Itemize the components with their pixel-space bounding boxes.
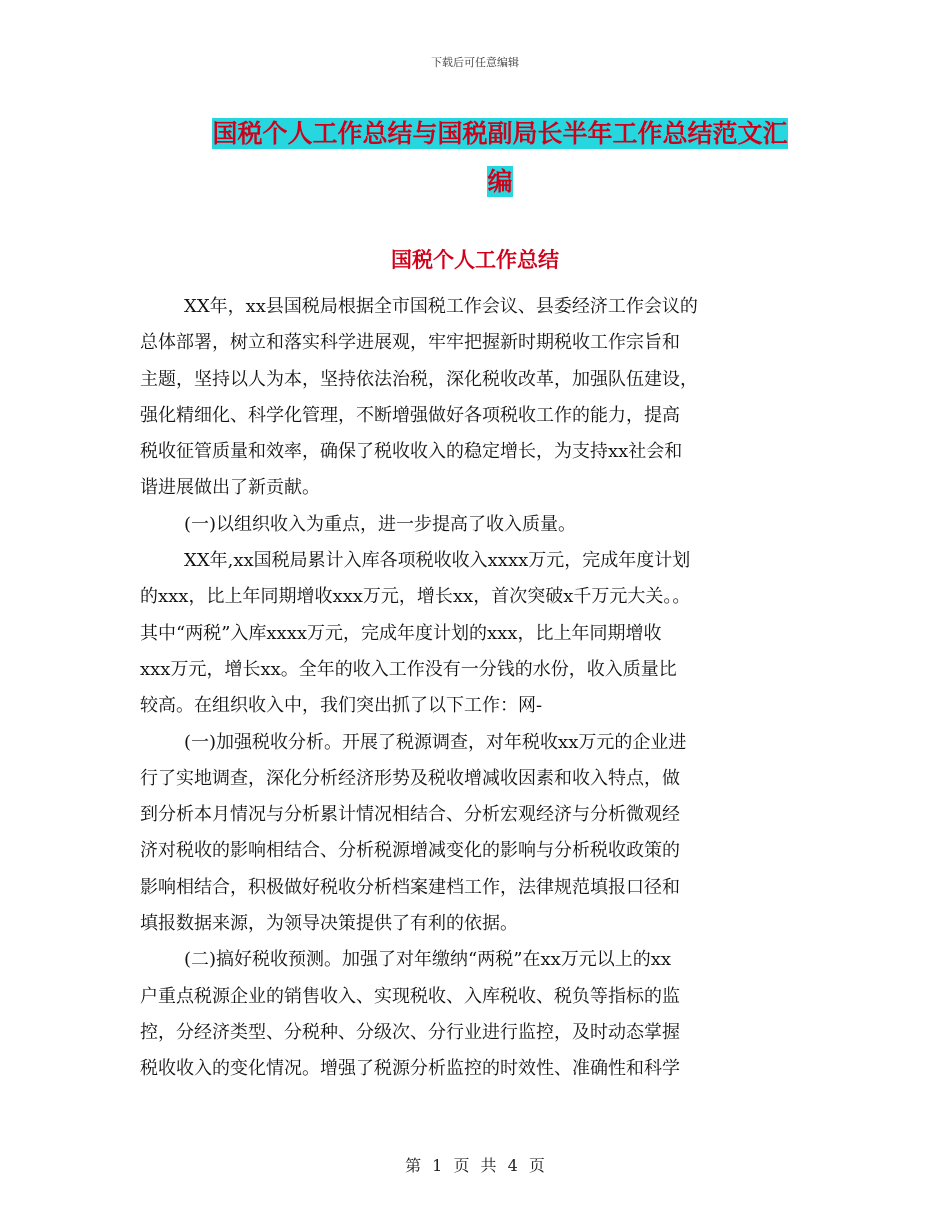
text-line: 控，分经济类型、分税种、分级次、分行业进行监控，及时动态掌握 — [140, 1021, 680, 1043]
text-line: 其中“两税”入库xxxx万元，完成年度计划的xxx，比上年同期增收 — [140, 622, 662, 644]
text-line: 谐进展做出了新贡献。 — [140, 477, 320, 499]
text-line: 的xxx，比上年同期增收xxx万元，增长xx，首次突破x千万元大关。。 — [140, 586, 691, 608]
text-line: xxx万元，增长xx。全年的收入工作没有一分钱的水份，收入质量比 — [140, 658, 677, 680]
document-title-line-1: 国税个人工作总结与国税副局长半年工作总结范文汇 — [212, 119, 788, 148]
section-title: 国税个人工作总结 — [391, 247, 559, 272]
text-line: 总体部署，树立和落实科学进展观，牢牢把握新时期税收工作宗旨和 — [140, 332, 680, 354]
text-line: 户重点税源企业的销售收入、实现税收、入库税收、税负等指标的监 — [140, 985, 680, 1007]
text-line: 填报数据来源，为领导决策提供了有利的依据。 — [140, 913, 518, 935]
text-line: 税收收入的变化情况。增强了税源分析监控的时效性、准确性和科学 — [140, 1058, 680, 1080]
header-note: 下载后可任意编辑 — [431, 56, 519, 69]
text-line: 强化精细化、科学化管理，不断增强做好各项税收工作的能力，提高 — [140, 404, 680, 426]
document-title — [190, 110, 810, 206]
text-line: (一)以组织收入为重点，进一步提高了收入质量。 — [184, 513, 577, 535]
text-line: XX年，xx县国税局根据全市国税工作会议、县委经济工作会议的 — [184, 296, 698, 317]
text-line: 影响相结合，积极做好税收分析档案建档工作，法律规范填报口径和 — [140, 876, 680, 898]
text-line: 行了实地调查，深化分析经济形势及税收增减收因素和收入特点，做 — [140, 767, 680, 789]
text-line: 主题，坚持以人为本，坚持依法治税，深化税收改革，加强队伍建设， — [140, 368, 698, 390]
text-line: 税收征管质量和效率，确保了税收收入的稳定增长，为支持xx社会和 — [140, 441, 683, 463]
text-line: (一)加强税收分析。开展了税源调查，对年税收xx万元的企业进 — [184, 731, 687, 753]
text-line: (二)搞好税收预测。加强了对年缴纳“两税”在xx万元以上的xx — [184, 949, 672, 971]
text-line: XX年,xx国税局累计入库各项税收收入xxxx万元，完成年度计划 — [184, 550, 691, 572]
text-line: 济对税收的影响相结合、分析税源增减变化的影响与分析税收政策的 — [140, 840, 680, 862]
text-line: 较高。在组织收入中，我们突出抓了以下工作：网- — [140, 695, 543, 717]
document-title-line-2: 编 — [487, 167, 513, 196]
body-text — [140, 289, 820, 1088]
page-footer: 第 1 页 共 4 页 — [405, 1156, 545, 1175]
text-line: 到分析本月情况与分析累计情况相结合、分析宏观经济与分析微观经 — [140, 804, 680, 826]
